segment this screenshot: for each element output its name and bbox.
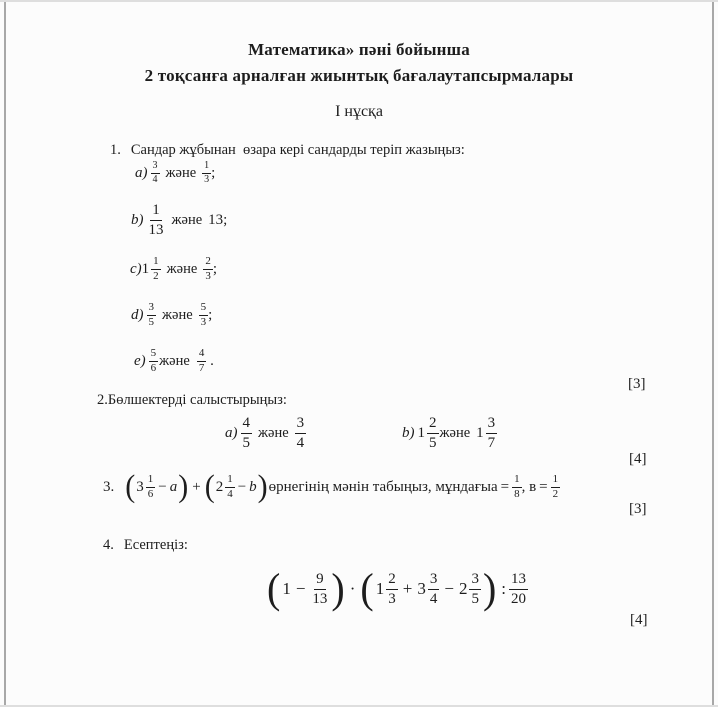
question-number: 4. [103,537,114,553]
question-text: өрнегінің мәнін табыңыз, мұндағы [268,478,491,495]
fraction-denominator: 2 [153,269,159,282]
item-label: e) [134,352,146,369]
fraction [225,474,235,501]
q2-item-a [225,412,306,454]
fraction-numerator: 1 [151,256,161,270]
fraction-denominator: 4 [296,434,305,451]
fraction [199,302,209,329]
plus-operator: + [192,478,201,495]
question-4-heading [103,537,188,554]
fraction-numerator: 3 [151,161,160,174]
whole-number: 2 [215,478,224,495]
fraction [551,474,561,501]
fraction [146,474,156,501]
fraction-denominator: 5 [242,434,250,451]
fraction-denominator: 3 [200,315,207,328]
q1-item-a [135,161,215,185]
fraction [197,348,207,375]
fraction-numerator: 2 [203,256,213,270]
number-text: 13; [208,211,228,228]
document-title-line2: 2 тоқсанға арналған жиынтық бағалаутапсырмалары [144,66,574,85]
minus-operator: − [237,478,247,495]
fraction [147,202,166,237]
division-colon: : [501,579,506,598]
fraction [509,571,528,606]
fraction [427,415,439,450]
q1-score-badge: [3] [628,376,646,392]
item-label: b) [402,424,415,441]
fraction-numerator: 1 [225,474,235,488]
punctuation: ; [212,260,217,277]
minus-operator: − [158,478,167,495]
variable: в [529,478,537,495]
fraction-denominator: 13 [148,221,164,238]
plus-operator: + [402,579,413,598]
fraction [147,302,157,329]
fraction-numerator: 5 [149,348,159,362]
whole-number: 1 [417,424,425,441]
fraction [310,571,329,606]
punctuation: ; [208,306,213,323]
fraction-numerator: 13 [509,571,528,589]
whole-number: 1 [141,260,150,277]
fraction-numerator: 9 [314,571,326,589]
fraction-numerator: 4 [241,415,253,433]
fraction-denominator: 5 [471,590,479,607]
fraction-denominator: 7 [198,361,205,374]
whole-number: 2 [458,579,468,598]
fraction-denominator: 6 [150,361,157,374]
fraction-denominator: 2 [552,487,559,500]
fraction-numerator: 3 [147,302,157,316]
fraction-denominator: 4 [227,487,233,500]
fraction [428,571,440,606]
fraction-numerator: 1 [512,474,522,488]
fraction [486,415,498,450]
fraction-numerator: 3 [295,415,307,433]
q1-item-b [131,199,227,241]
whole-number: 3 [136,478,144,495]
fraction-denominator: 8 [514,487,520,500]
fraction-numerator: 3 [428,571,440,589]
fraction [386,571,398,606]
number-text: 1 [282,579,291,598]
q1-item-d [131,301,212,329]
minus-operator: − [295,579,306,598]
fraction-numerator: 2 [427,415,439,433]
question-text: Есептеңіз: [123,537,188,553]
equals-sign: = [500,478,510,495]
item-label: b) [131,211,144,228]
conjunction-text: және [171,211,203,228]
item-label: c) [130,260,142,277]
q3-score-badge: [3] [629,501,647,517]
variable: b [249,478,257,495]
conjunction-text: және [258,424,289,441]
punctuation: , [521,478,530,495]
variable: a [169,478,178,495]
document-title-line1: Математика» пәні бойынша [248,40,470,59]
fraction [295,415,307,450]
question-3: 3. ( 3 $\frac{1}{6}$ − a ) + ( 2 $\frac{1}{4}$ − b ) өрнегінің мәнін табыңыз, мұндағы а = $\frac{1}{8}$ , в = $\frac{1}{2}$ [103,469,559,504]
fraction-numerator: 1 [202,161,211,174]
q1-item-e [134,347,214,375]
fraction [151,161,160,186]
question-2-heading: 2.Бөлшектерді салыстырыңыз: [97,392,287,408]
fraction-denominator: 5 [148,315,154,328]
q4-score-badge: [4] [630,612,648,628]
item-label: d) [131,306,144,323]
fraction-denominator: 3 [204,173,210,185]
whole-number: 1 [476,424,484,441]
fraction-numerator: 3 [486,415,498,433]
fraction [202,161,211,186]
fraction-numerator: 1 [146,474,156,488]
fraction-denominator: 7 [487,434,496,451]
item-label: a) [225,424,238,441]
item-label: a) [135,164,148,181]
q2-score-badge: [4] [629,451,647,467]
question-number: 3. [103,478,115,495]
minus-operator: − [444,579,454,598]
question-number: 1. [110,142,121,158]
whole-number: 3 [417,579,426,598]
fraction [151,256,161,283]
conjunction-text: және [439,424,471,441]
fraction [241,415,253,450]
fraction-numerator: 1 [150,202,162,220]
fraction-numerator: 2 [386,571,398,589]
q2-item-b [402,412,497,454]
page-top-edge [0,0,718,2]
question-text: Сандар жұбынан өзара кері сандарды теріп жазыңыз: [130,142,465,158]
conjunction-text: және [159,352,190,369]
multiplication-dot: · [349,579,356,598]
fraction-denominator: 6 [147,487,154,500]
conjunction-text: және [165,164,197,181]
fraction-numerator: 4 [197,348,207,362]
fraction [203,256,213,283]
conjunction-text: және [166,260,198,277]
fraction-denominator: 3 [388,590,396,607]
variable: а [490,478,498,495]
whole-number: 1 [375,579,385,598]
fraction [512,474,522,501]
fraction-denominator: 20 [511,590,526,607]
fraction [149,348,159,375]
fraction-denominator: 13 [312,590,328,607]
fraction [469,571,481,606]
conjunction-text: және [162,306,193,323]
fraction-numerator: 5 [199,302,209,316]
fraction-denominator: 3 [205,269,211,282]
fraction-denominator: 4 [429,590,438,607]
variant-label: І нұсқа [335,103,383,120]
question-1-prompt [110,142,465,159]
punctuation: . [206,352,214,369]
fraction-denominator: 4 [152,173,158,185]
fraction-numerator: 3 [469,571,481,589]
punctuation: ; [211,164,216,181]
equals-sign: = [539,478,548,495]
fraction-denominator: 5 [429,434,437,451]
q1-item-c [130,255,217,283]
fraction-numerator: 1 [551,474,561,488]
q4-formula: ( 1 − $\frac{9}{13}$ ) · ( 1 $\frac{2}{3}$ + 3 $\frac{3}{4}$ − 2 $\frac{3}{5}$ ) : $\frac{13}{20}$ [267,564,526,613]
